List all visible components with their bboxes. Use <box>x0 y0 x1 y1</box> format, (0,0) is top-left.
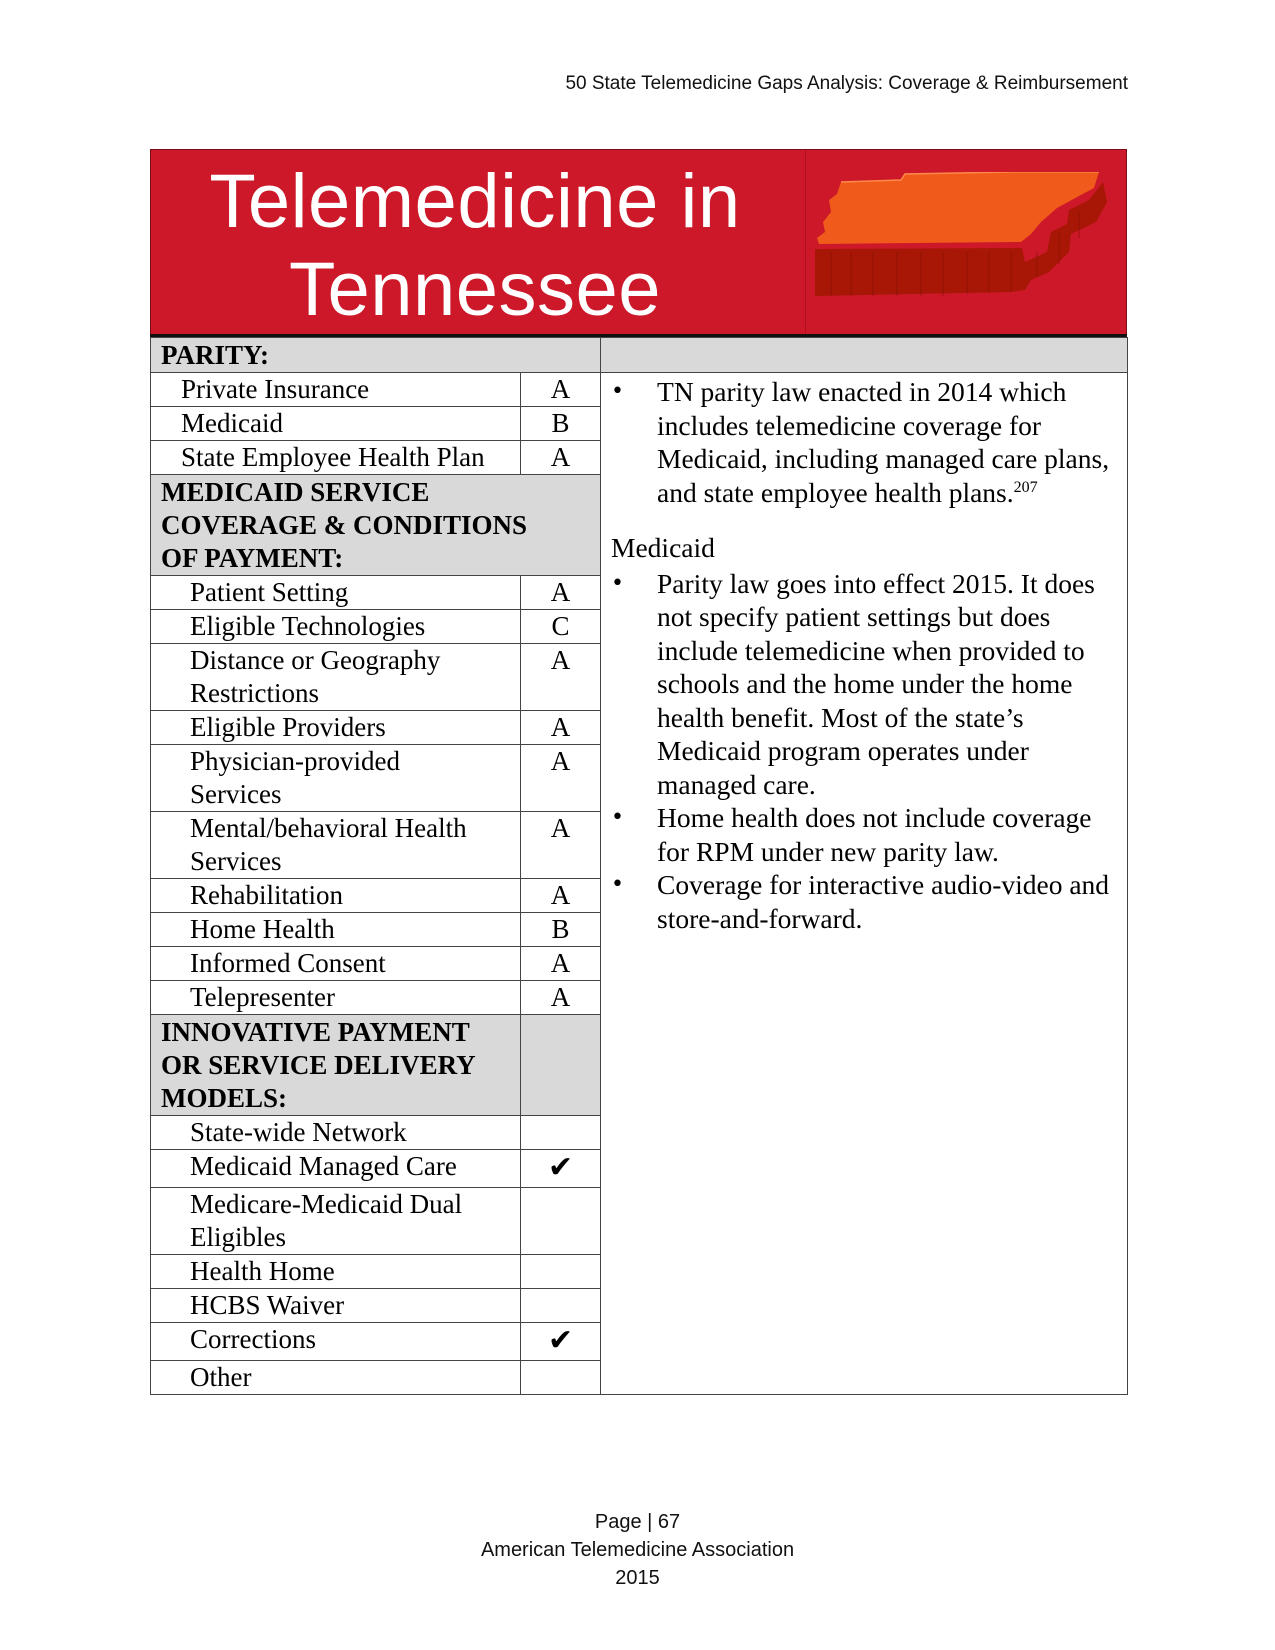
checkmark-icon: ✔ <box>521 1150 601 1188</box>
table-row <box>151 338 1128 373</box>
row-label: Other <box>151 1361 521 1395</box>
row-label: Health Home <box>151 1255 521 1289</box>
row-label: Eligible Providers <box>151 711 521 745</box>
row-label: Mental/behavioral Health Services <box>151 812 521 879</box>
row-label: Private Insurance <box>151 373 521 407</box>
row-label: State Employee Health Plan <box>151 441 521 475</box>
grade-cell: A <box>521 981 601 1015</box>
row-label: Home Health <box>151 913 521 947</box>
checkmark-icon <box>521 1188 601 1255</box>
grade-cell: A <box>521 879 601 913</box>
row-label: Medicaid Managed Care <box>151 1150 521 1188</box>
tennessee-map-icon <box>811 172 1123 312</box>
row-label: Medicare-Medicaid Dual Eligibles <box>151 1188 521 1255</box>
notes-header-cell <box>601 338 1128 373</box>
grade-cell: A <box>521 576 601 610</box>
footnote-marker: 207 <box>1013 478 1038 496</box>
list-item: • TN parity law enacted in 2014 which includes telemedicine coverage for Medicaid, including managed care plans, and state employee health plans.$^{207}$ <box>657 375 1113 509</box>
checkmark-icon <box>521 1361 601 1395</box>
checkmark-icon <box>521 1289 601 1323</box>
page-footer <box>0 1508 1275 1592</box>
running-header: 50 State Telemedicine Gaps Analysis: Coverage & Reimbursement <box>565 73 1128 94</box>
grade-cell: A <box>521 711 601 745</box>
row-label: Telepresenter <box>151 981 521 1015</box>
row-label: Physician-provided Services <box>151 745 521 812</box>
parity-notes-list <box>611 375 1113 509</box>
page-number: Page | 67 <box>594 1511 681 1533</box>
medicaid-notes-heading: Medicaid <box>611 532 715 563</box>
checkmark-icon <box>521 1116 601 1150</box>
row-label: Rehabilitation <box>151 879 521 913</box>
row-label: Medicaid <box>151 407 521 441</box>
grade-cell: C <box>521 610 601 644</box>
parity-heading: PARITY: <box>151 338 601 373</box>
banner-title <box>151 158 799 334</box>
medicaid-notes-list <box>611 567 1113 936</box>
table-row <box>151 373 1128 407</box>
grade-cell: A <box>521 812 601 879</box>
grade-cell: A <box>521 441 601 475</box>
row-label: Corrections <box>151 1323 521 1361</box>
banner-title-line-2: Tennessee <box>288 247 662 332</box>
row-label: Eligible Technologies <box>151 610 521 644</box>
grade-cell: A <box>521 373 601 407</box>
list-item: • Parity law goes into effect 2015. It does not specify patient settings but does include telemedicine when provided to schools and the home under the home health benefit. Most of the state’s Medicaid program operates under managed care. <box>657 567 1113 802</box>
title-banner <box>150 149 1127 335</box>
row-label: State-wide Network <box>151 1116 521 1150</box>
list-item: • Home health does not include coverage for RPM under new parity law. <box>657 801 1113 868</box>
row-label: HCBS Waiver <box>151 1289 521 1323</box>
innovative-heading-grade-cell <box>521 1015 601 1116</box>
grade-cell: A <box>521 745 601 812</box>
row-label: Patient Setting <box>151 576 521 610</box>
grade-cell: B <box>521 913 601 947</box>
checkmark-icon: ✔ <box>521 1323 601 1361</box>
grade-cell: B <box>521 407 601 441</box>
grade-cell: A <box>521 947 601 981</box>
checkmark-icon <box>521 1255 601 1289</box>
row-label: Distance or Geography Restrictions <box>151 644 521 711</box>
grade-cell: A <box>521 644 601 711</box>
innovative-heading: INNOVATIVE PAYMENT OR SERVICE DELIVERY MODELS: <box>151 1015 521 1116</box>
grading-table <box>150 337 1128 1395</box>
footer-year: 2015 <box>615 1567 660 1589</box>
medicaid-service-heading: MEDICAID SERVICE COVERAGE & CONDITIONS OF PAYMENT: <box>151 475 601 576</box>
list-item: • Coverage for interactive audio-video and store-and-forward. <box>657 868 1113 935</box>
banner-divider <box>805 150 806 334</box>
banner-title-line-1: Telemedicine in <box>209 159 741 244</box>
footer-organization: American Telemedicine Association <box>480 1539 795 1561</box>
row-label: Informed Consent <box>151 947 521 981</box>
notes-cell <box>601 373 1128 1395</box>
